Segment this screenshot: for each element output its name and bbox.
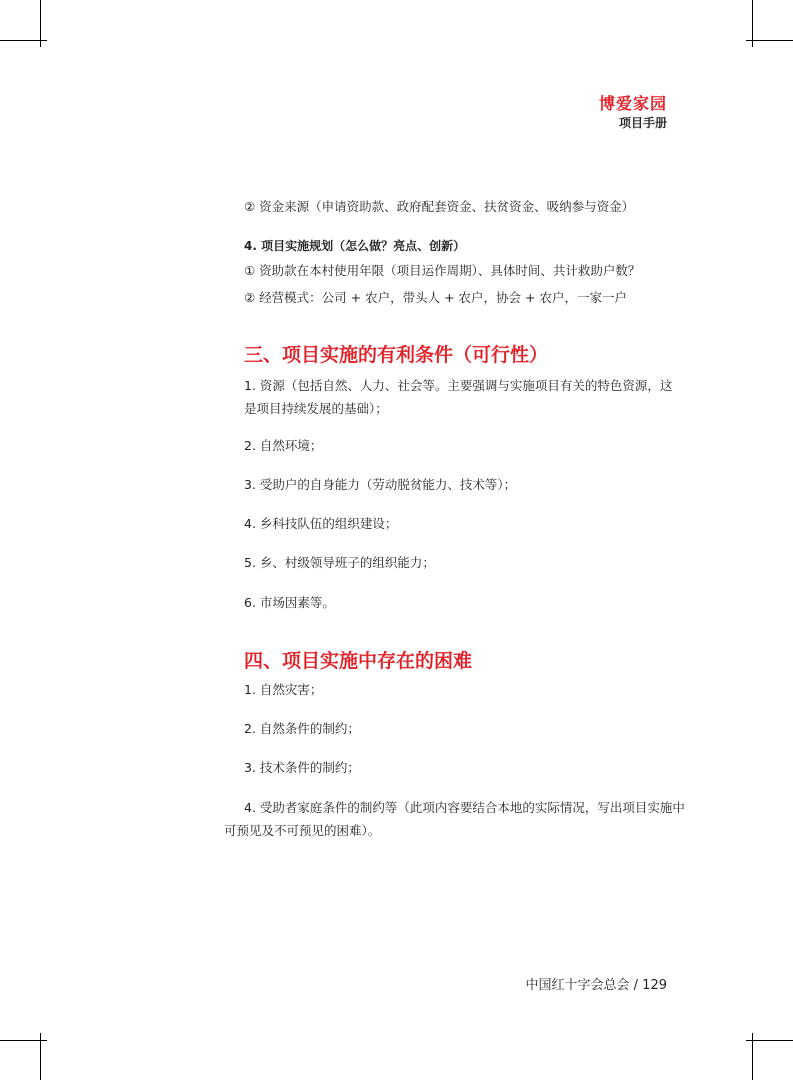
section-3-item: 是项目持续发展的基础）； xyxy=(244,401,388,416)
crop-mark-bottom-right-h xyxy=(746,1040,793,1041)
section-4-item: 可预见及不可预见的困难）。 xyxy=(224,823,381,838)
section-4-title: 四、项目实施中存在的困难 xyxy=(244,650,473,672)
brand-subtitle: 项目手册 xyxy=(618,116,667,130)
section-4-item: 3. 技术条件的制约； xyxy=(244,760,360,775)
crop-mark-bottom-left-h xyxy=(0,1040,47,1041)
crop-mark-top-left-h xyxy=(0,40,47,41)
section-3-item: 5. 乡、村级领导班子的组织能力； xyxy=(244,555,435,570)
section-3-item: 1. 资源（包括自然、人力、社会等。主要强调与实施项目有关的特色资源，这 xyxy=(244,378,673,393)
crop-mark-top-right-h xyxy=(746,40,793,41)
section-3-item: 3. 受助户的自身能力（劳动脱贫能力、技术等）； xyxy=(244,477,517,492)
plan-heading: 4. 项目实施规划（怎么做？亮点、创新） xyxy=(244,239,466,253)
section-4-item: 4. 受助者家庭条件的制约等（此项内容要结合本地的实际情况，写出项目实施中 xyxy=(244,800,685,815)
brand-title: 博爱家园 xyxy=(598,94,667,113)
section-3-title: 三、项目实施的有利条件（可行性） xyxy=(244,344,549,366)
section-4-item: 1. 自然灾害； xyxy=(244,682,323,697)
section-4-item: 2. 自然条件的制约； xyxy=(244,721,360,736)
plan-item: ① 资助款在本村使用年限（项目运作周期）、具体时间、共计救助户数？ xyxy=(244,263,641,278)
running-header xyxy=(599,94,667,132)
page-footer: 中国红十字会总会 / 129 xyxy=(525,978,667,993)
section-3-item: 6. 市场因素等。 xyxy=(244,595,335,610)
section-3-item: 2. 自然环境； xyxy=(244,438,323,453)
plan-item: ② 经营模式：公司 + 农户，带头人 + 农户，协会 + 农户，一家一户 xyxy=(244,290,627,305)
funding-source-item: ② 资金来源（申请资助款、政府配套资金、扶贫资金、吸纳参与资金） xyxy=(244,199,635,214)
section-3-item: 4. 乡科技队伍的组织建设； xyxy=(244,516,398,531)
